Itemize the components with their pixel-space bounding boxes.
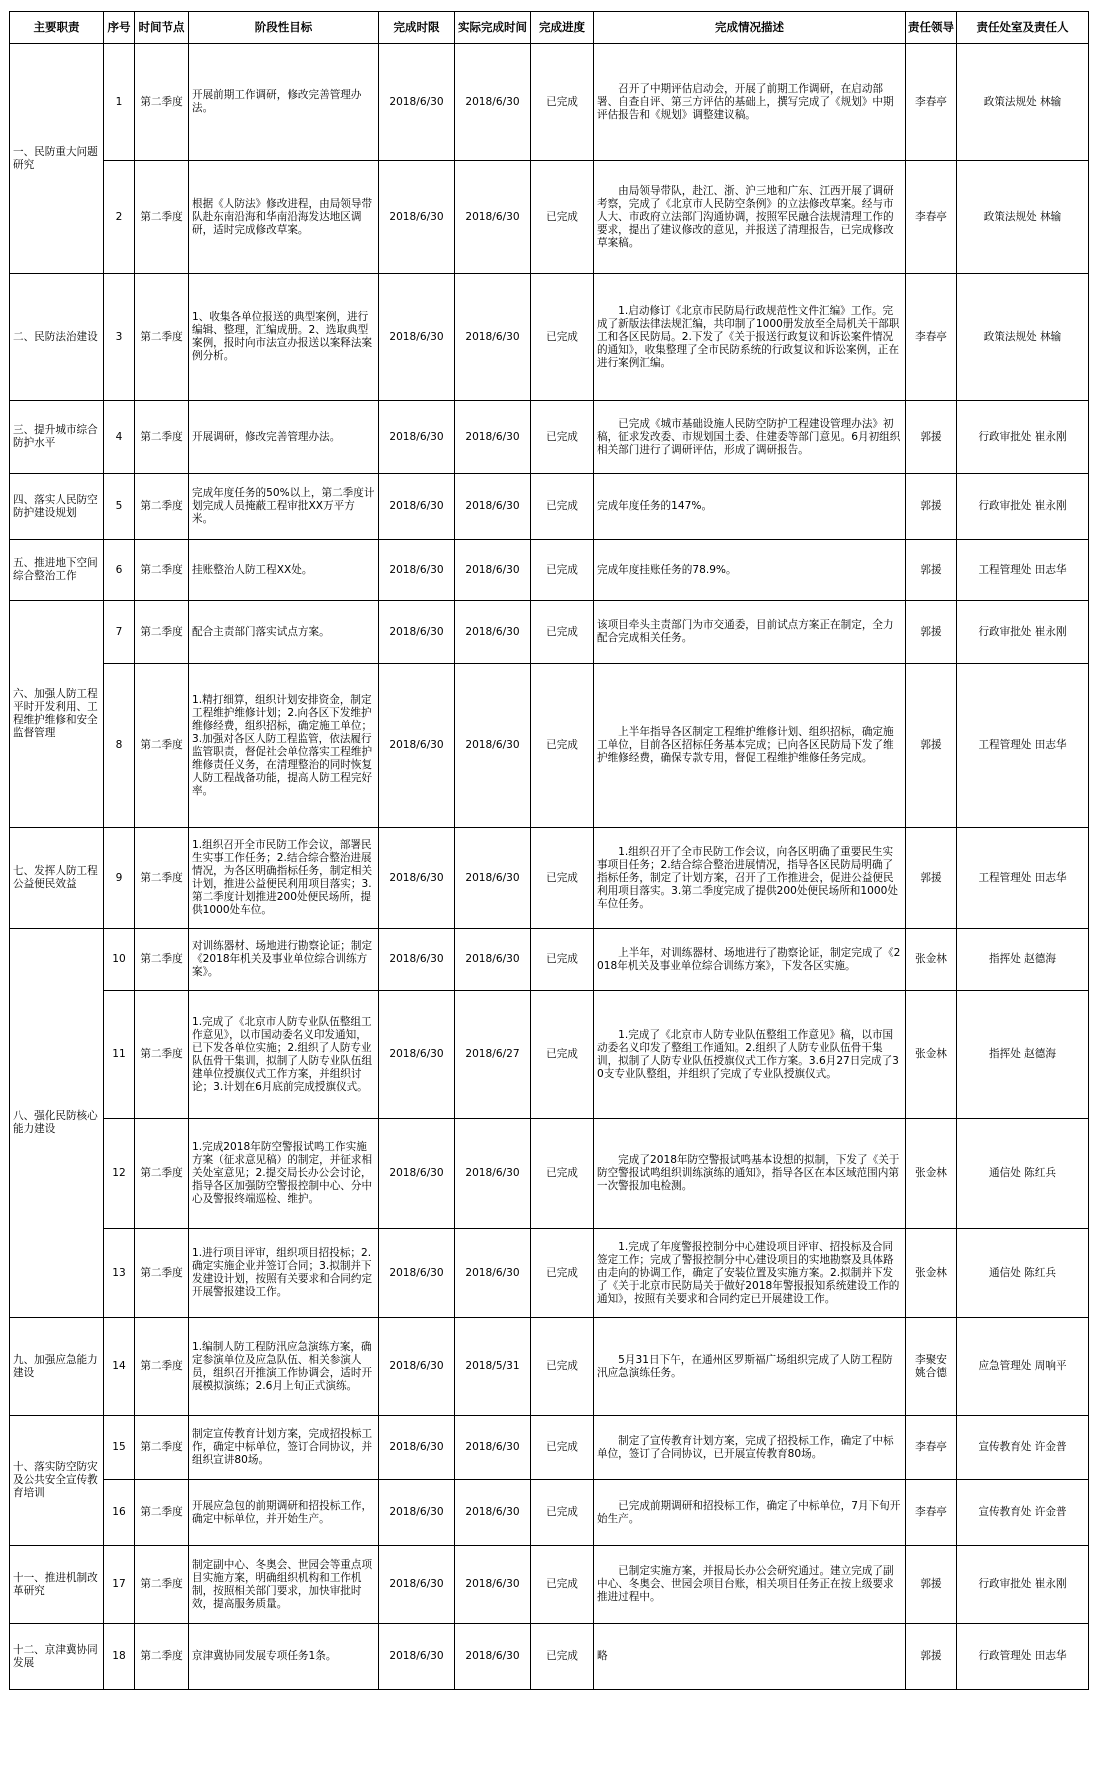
time-cell: 第二季度 <box>135 1318 189 1416</box>
deadline-cell: 2018/6/30 <box>379 540 455 601</box>
actual-date-cell: 2018/6/30 <box>455 1546 531 1624</box>
serial-cell: 16 <box>104 1480 135 1546</box>
duty-cell: 十二、京津冀协同发展 <box>10 1624 104 1690</box>
department-cell: 指挥处 赵德海 <box>957 991 1089 1119</box>
leader-cell: 郭援 <box>906 601 957 664</box>
leader-cell: 张金林 <box>906 1119 957 1229</box>
leader-cell: 李春亭 <box>906 1416 957 1480</box>
department-cell: 通信处 陈红兵 <box>957 1119 1089 1229</box>
department-cell: 行政审批处 崔永刚 <box>957 1546 1089 1624</box>
table-row <box>10 1480 1089 1546</box>
department-cell: 行政审批处 崔永刚 <box>957 474 1089 540</box>
department-cell: 行政审批处 崔永刚 <box>957 401 1089 474</box>
serial-cell: 1 <box>104 44 135 161</box>
progress-cell: 已完成 <box>531 540 594 601</box>
description-cell: 上半年指导各区制定工程维护维修计划、组织招标，确定施工单位，目前各区招标任务基本完成；已向各区民防局下发了维护维修经费，确保专款专用，督促工程维护维修任务完成。 <box>594 664 906 828</box>
actual-date-cell: 2018/6/30 <box>455 274 531 401</box>
deadline-cell: 2018/6/30 <box>379 1480 455 1546</box>
table-row <box>10 474 1089 540</box>
goal-cell: 1.编制人防工程防汛应急演练方案，确定参演单位及应急队伍、相关参演人员，组织召开推演工作协调会，适时开展模拟演练；2.6月上旬正式演练。 <box>189 1318 379 1416</box>
department-cell: 政策法规处 林输 <box>957 274 1089 401</box>
progress-cell: 已完成 <box>531 401 594 474</box>
description-cell: 1.组织召开了全市民防工作会议，向各区明确了重要民生实事项目任务；2.结合综合整治进展情况，指导各区民防局明确了指标任务，制定了计划方案，召开了工作推进会，促进公益便民利用项目落实。3.第二季度完成了提供200处便民场所和1000处车位任务。 <box>594 828 906 929</box>
goal-cell: 1.完成2018年防空警报试鸣工作实施方案（征求意见稿）的制定，并征求相关处室意见；2.提交局长办公会讨论，指导各区加强防空警报控制中心、分中心及警报终端巡检、维护。 <box>189 1119 379 1229</box>
description-cell: 召开了中期评估启动会，开展了前期工作调研，在启动部署、自查自评、第三方评估的基础上，撰写完成了《规划》中期评估报告和《规划》调整建议稿。 <box>594 44 906 161</box>
header-serial-no: 序号 <box>104 12 135 44</box>
description-cell: 5月31日下午，在通州区罗斯福广场组织完成了人防工程防汛应急演练任务。 <box>594 1318 906 1416</box>
serial-cell: 13 <box>104 1229 135 1318</box>
duty-cell: 七、发挥人防工程公益便民效益 <box>10 828 104 929</box>
leader-cell: 张金林 <box>906 1229 957 1318</box>
table-row <box>10 929 1089 991</box>
description-cell: 1.启动修订《北京市民防局行政规范性文件汇编》工作。完成了新版法律法规汇编，共印制了1000册发放至全局机关干部职工和各区民防局。2.下发了《关于报送行政复议和诉讼案件情况的通知》，收集整理了全市民防系统的行政复议和诉讼案例，正在进行案例汇编。 <box>594 274 906 401</box>
serial-cell: 9 <box>104 828 135 929</box>
leader-cell: 郭援 <box>906 1546 957 1624</box>
progress-cell: 已完成 <box>531 929 594 991</box>
time-cell: 第二季度 <box>135 929 189 991</box>
leader-cell: 李春亭 <box>906 161 957 274</box>
deadline-cell: 2018/6/30 <box>379 1416 455 1480</box>
leader-cell: 郭援 <box>906 664 957 828</box>
description-cell: 上半年，对训练器材、场地进行了勘察论证，制定完成了《2018年机关及事业单位综合训练方案》，下发各区实施。 <box>594 929 906 991</box>
time-cell: 第二季度 <box>135 1624 189 1690</box>
actual-date-cell: 2018/6/30 <box>455 1480 531 1546</box>
deadline-cell: 2018/6/30 <box>379 929 455 991</box>
table-row <box>10 274 1089 401</box>
header-time-node: 时间节点 <box>135 12 189 44</box>
actual-date-cell: 2018/6/27 <box>455 991 531 1119</box>
description-cell: 1.完成了《北京市人防专业队伍整组工作意见》稿，以市国动委名义印发了整组工作通知。2.组织了人防专业队伍骨干集训，拟制了人防专业队伍授旗仪式工作方案。3.6月27日完成了30支专业队整组，并组织了完成了专业队授旗仪式。 <box>594 991 906 1119</box>
serial-cell: 6 <box>104 540 135 601</box>
duty-cell: 五、推进地下空间综合整治工作 <box>10 540 104 601</box>
duty-cell: 四、落实人民防空防护建设规划 <box>10 474 104 540</box>
progress-cell: 已完成 <box>531 44 594 161</box>
actual-date-cell: 2018/6/30 <box>455 161 531 274</box>
leader-cell: 郭援 <box>906 828 957 929</box>
task-table <box>9 11 1089 1690</box>
duty-cell: 十、落实防空防灾及公共安全宣传教育培训 <box>10 1416 104 1546</box>
goal-cell: 配合主责部门落实试点方案。 <box>189 601 379 664</box>
time-cell: 第二季度 <box>135 540 189 601</box>
deadline-cell: 2018/6/30 <box>379 401 455 474</box>
time-cell: 第二季度 <box>135 828 189 929</box>
department-cell: 工程管理处 田志华 <box>957 540 1089 601</box>
description-cell: 已完成《城市基础设施人民防空防护工程建设管理办法》初稿，征求发改委、市规划国土委、住建委等部门意见。6月初组织相关部门进行了调研评估，形成了调研报告。 <box>594 401 906 474</box>
department-cell: 行政管理处 田志华 <box>957 1624 1089 1690</box>
serial-cell: 14 <box>104 1318 135 1416</box>
goal-cell: 开展应急包的前期调研和招投标工作，确定中标单位，并开始生产。 <box>189 1480 379 1546</box>
serial-cell: 8 <box>104 664 135 828</box>
table-row <box>10 401 1089 474</box>
leader-cell: 郭援 <box>906 540 957 601</box>
progress-cell: 已完成 <box>531 1624 594 1690</box>
description-cell: 完成年度挂账任务的78.9%。 <box>594 540 906 601</box>
goal-cell: 1.完成了《北京市人防专业队伍整组工作意见》，以市国动委名义印发通知，已下发各单位实施；2.组织了人防专业队伍骨干集训，拟制了人防专业队伍组建单位授旗仪式工作方案，并组织讨论；3.计划在6月底前完成授旗仪式。 <box>189 991 379 1119</box>
deadline-cell: 2018/6/30 <box>379 1546 455 1624</box>
description-cell: 制定了宣传教育计划方案，完成了招投标工作，确定了中标单位，签订了合同协议，已开展宣传教育80场。 <box>594 1416 906 1480</box>
header-deadline: 完成时限 <box>379 12 455 44</box>
progress-cell: 已完成 <box>531 1546 594 1624</box>
table-row <box>10 161 1089 274</box>
progress-cell: 已完成 <box>531 1480 594 1546</box>
header-stage-goal: 阶段性目标 <box>189 12 379 44</box>
actual-date-cell: 2018/6/30 <box>455 540 531 601</box>
header-department: 责任处室及责任人 <box>957 12 1089 44</box>
table-row <box>10 540 1089 601</box>
time-cell: 第二季度 <box>135 664 189 828</box>
goal-cell: 1.组织召开全市民防工作会议，部署民生实事工作任务；2.结合综合整治进展情况，为各区明确指标任务，制定相关计划，推进公益便民利用项目落实；3.第二季度计划推进200处便民场所，提供1000处车位。 <box>189 828 379 929</box>
actual-date-cell: 2018/6/30 <box>455 1119 531 1229</box>
progress-cell: 已完成 <box>531 1318 594 1416</box>
progress-cell: 已完成 <box>531 1119 594 1229</box>
goal-cell: 开展前期工作调研，修改完善管理办法。 <box>189 44 379 161</box>
duty-cell: 九、加强应急能力建设 <box>10 1318 104 1416</box>
actual-date-cell: 2018/6/30 <box>455 474 531 540</box>
header-main-duty: 主要职责 <box>10 12 104 44</box>
description-cell: 1.完成了年度警报控制分中心建设项目评审、招投标及合同签定工作；完成了警报控制分中心建设项目的实地勘察及具体路由走向的协调工作，确定了安装位置及实施方案。2.拟制并下发了《关于北京市民防局关于做好2018年警报报知系统建设工作的通知》，按照有关要求和合同约定已开展建设工作。 <box>594 1229 906 1318</box>
leader-cell: 李春亭 <box>906 44 957 161</box>
table-row <box>10 828 1089 929</box>
header-description: 完成情况描述 <box>594 12 906 44</box>
header-leader: 责任领导 <box>906 12 957 44</box>
progress-cell: 已完成 <box>531 991 594 1119</box>
serial-cell: 3 <box>104 274 135 401</box>
table-row <box>10 1624 1089 1690</box>
serial-cell: 17 <box>104 1546 135 1624</box>
actual-date-cell: 2018/6/30 <box>455 401 531 474</box>
time-cell: 第二季度 <box>135 1546 189 1624</box>
deadline-cell: 2018/6/30 <box>379 828 455 929</box>
description-cell: 该项目牵头主责部门为市交通委，目前试点方案正在制定，全力配合完成相关任务。 <box>594 601 906 664</box>
time-cell: 第二季度 <box>135 474 189 540</box>
leader-cell: 张金林 <box>906 929 957 991</box>
actual-date-cell: 2018/6/30 <box>455 664 531 828</box>
deadline-cell: 2018/6/30 <box>379 1318 455 1416</box>
duty-cell: 六、加强人防工程平时开发利用、工程维护维修和安全监督管理 <box>10 601 104 828</box>
time-cell: 第二季度 <box>135 44 189 161</box>
goal-cell: 1.精打细算，组织计划安排资金，制定工程维护维修计划；2.向各区下发维护维修经费，组织招标，确定施工单位；3.加强对各区人防工程监管，依法履行监管职责，督促社会单位落实工程维护维修责任义务，在清理整治的同时恢复人防工程战备功能，提高人防工程完好率。 <box>189 664 379 828</box>
actual-date-cell: 2018/6/30 <box>455 601 531 664</box>
description-cell: 已制定实施方案，并报局长办公会研究通过。建立完成了副中心、冬奥会、世园会项目台账，相关项目任务正在按上级要求推进过程中。 <box>594 1546 906 1624</box>
deadline-cell: 2018/6/30 <box>379 1119 455 1229</box>
table-row <box>10 1318 1089 1416</box>
leader-cell: 郭援 <box>906 401 957 474</box>
department-cell: 工程管理处 田志华 <box>957 664 1089 828</box>
goal-cell: 对训练器材、场地进行勘察论证；制定《2018年机关及事业单位综合训练方案》。 <box>189 929 379 991</box>
actual-date-cell: 2018/6/30 <box>455 44 531 161</box>
actual-date-cell: 2018/6/30 <box>455 929 531 991</box>
task-progress-sheet <box>9 11 1089 1690</box>
header-progress: 完成进度 <box>531 12 594 44</box>
progress-cell: 已完成 <box>531 1229 594 1318</box>
time-cell: 第二季度 <box>135 1229 189 1318</box>
leader-cell: 李聚安 姚合德 <box>906 1318 957 1416</box>
leader-cell: 郭援 <box>906 474 957 540</box>
serial-cell: 15 <box>104 1416 135 1480</box>
duty-cell: 二、民防法治建设 <box>10 274 104 401</box>
time-cell: 第二季度 <box>135 991 189 1119</box>
progress-cell: 已完成 <box>531 161 594 274</box>
time-cell: 第二季度 <box>135 1119 189 1229</box>
department-cell: 通信处 陈红兵 <box>957 1229 1089 1318</box>
goal-cell: 1、收集各单位报送的典型案例，进行编辑、整理，汇编成册。2、选取典型案例，报时向市法宣办报送以案释法案例分析。 <box>189 274 379 401</box>
department-cell: 政策法规处 林输 <box>957 44 1089 161</box>
actual-date-cell: 2018/6/30 <box>455 1229 531 1318</box>
time-cell: 第二季度 <box>135 161 189 274</box>
serial-cell: 18 <box>104 1624 135 1690</box>
actual-date-cell: 2018/5/31 <box>455 1318 531 1416</box>
time-cell: 第二季度 <box>135 601 189 664</box>
leader-cell: 张金林 <box>906 991 957 1119</box>
serial-cell: 12 <box>104 1119 135 1229</box>
table-row <box>10 1229 1089 1318</box>
department-cell: 应急管理处 周响平 <box>957 1318 1089 1416</box>
description-cell: 略 <box>594 1624 906 1690</box>
serial-cell: 5 <box>104 474 135 540</box>
table-row <box>10 44 1089 161</box>
goal-cell: 开展调研，修改完善管理办法。 <box>189 401 379 474</box>
deadline-cell: 2018/6/30 <box>379 1229 455 1318</box>
header-actual-date: 实际完成时间 <box>455 12 531 44</box>
progress-cell: 已完成 <box>531 274 594 401</box>
goal-cell: 根据《人防法》修改进程，由局领导带队赴东南沿海和华南沿海发达地区调研，适时完成修改草案。 <box>189 161 379 274</box>
goal-cell: 制定宣传教育计划方案，完成招投标工作，确定中标单位，签订合同协议，并组织宣讲80场。 <box>189 1416 379 1480</box>
department-cell: 指挥处 赵德海 <box>957 929 1089 991</box>
department-cell: 行政审批处 崔永刚 <box>957 601 1089 664</box>
table-row <box>10 991 1089 1119</box>
serial-cell: 11 <box>104 991 135 1119</box>
table-row <box>10 1119 1089 1229</box>
goal-cell: 京津冀协同发展专项任务1条。 <box>189 1624 379 1690</box>
deadline-cell: 2018/6/30 <box>379 44 455 161</box>
progress-cell: 已完成 <box>531 1416 594 1480</box>
deadline-cell: 2018/6/30 <box>379 664 455 828</box>
description-cell: 完成年度任务的147%。 <box>594 474 906 540</box>
deadline-cell: 2018/6/30 <box>379 274 455 401</box>
deadline-cell: 2018/6/30 <box>379 161 455 274</box>
header-row <box>10 12 1089 44</box>
serial-cell: 4 <box>104 401 135 474</box>
leader-cell: 郭援 <box>906 1624 957 1690</box>
leader-cell: 李春亭 <box>906 1480 957 1546</box>
progress-cell: 已完成 <box>531 664 594 828</box>
progress-cell: 已完成 <box>531 828 594 929</box>
serial-cell: 2 <box>104 161 135 274</box>
description-cell: 由局领导带队，赴江、浙、沪三地和广东、江西开展了调研考察，完成了《北京市人民防空条例》的立法修改草案。经与市人大、市政府立法部门沟通协调，按照军民融合法规清理工作的要求，提出了建议修改的意见，并报送了清理报告，已完成修改草案稿。 <box>594 161 906 274</box>
duty-cell: 三、提升城市综合防护水平 <box>10 401 104 474</box>
goal-cell: 完成年度任务的50%以上，第二季度计划完成人员掩蔽工程审批XX万平方米。 <box>189 474 379 540</box>
time-cell: 第二季度 <box>135 401 189 474</box>
department-cell: 工程管理处 田志华 <box>957 828 1089 929</box>
time-cell: 第二季度 <box>135 274 189 401</box>
table-row <box>10 601 1089 664</box>
table-row <box>10 1546 1089 1624</box>
table-row <box>10 1416 1089 1480</box>
duty-cell: 十一、推进机制改革研究 <box>10 1546 104 1624</box>
progress-cell: 已完成 <box>531 474 594 540</box>
department-cell: 政策法规处 林输 <box>957 161 1089 274</box>
deadline-cell: 2018/6/30 <box>379 1624 455 1690</box>
serial-cell: 10 <box>104 929 135 991</box>
goal-cell: 制定副中心、冬奥会、世园会等重点项目实施方案，明确组织机构和工作机制，按照相关部门要求，加快审批时效，提高服务质量。 <box>189 1546 379 1624</box>
deadline-cell: 2018/6/30 <box>379 991 455 1119</box>
time-cell: 第二季度 <box>135 1416 189 1480</box>
actual-date-cell: 2018/6/30 <box>455 1416 531 1480</box>
actual-date-cell: 2018/6/30 <box>455 1624 531 1690</box>
progress-cell: 已完成 <box>531 601 594 664</box>
table-row <box>10 664 1089 828</box>
actual-date-cell: 2018/6/30 <box>455 828 531 929</box>
serial-cell: 7 <box>104 601 135 664</box>
department-cell: 宣传教育处 许金普 <box>957 1416 1089 1480</box>
goal-cell: 1.进行项目评审，组织项目招投标；2.确定实施企业并签订合同；3.拟制并下发建设计划，按照有关要求和合同约定开展警报建设工作。 <box>189 1229 379 1318</box>
description-cell: 已完成前期调研和招投标工作，确定了中标单位，7月下旬开始生产。 <box>594 1480 906 1546</box>
duty-cell: 一、民防重大问题研究 <box>10 44 104 274</box>
deadline-cell: 2018/6/30 <box>379 474 455 540</box>
duty-cell: 八、强化民防核心能力建设 <box>10 929 104 1318</box>
deadline-cell: 2018/6/30 <box>379 601 455 664</box>
description-cell: 完成了2018年防空警报试鸣基本设想的拟制，下发了《关于防空警报试鸣组织训练演练的通知》，指导各区在本区域范围内第一次警报加电检测。 <box>594 1119 906 1229</box>
department-cell: 宣传教育处 许金普 <box>957 1480 1089 1546</box>
time-cell: 第二季度 <box>135 1480 189 1546</box>
goal-cell: 挂账整治人防工程XX处。 <box>189 540 379 601</box>
leader-cell: 李春亭 <box>906 274 957 401</box>
